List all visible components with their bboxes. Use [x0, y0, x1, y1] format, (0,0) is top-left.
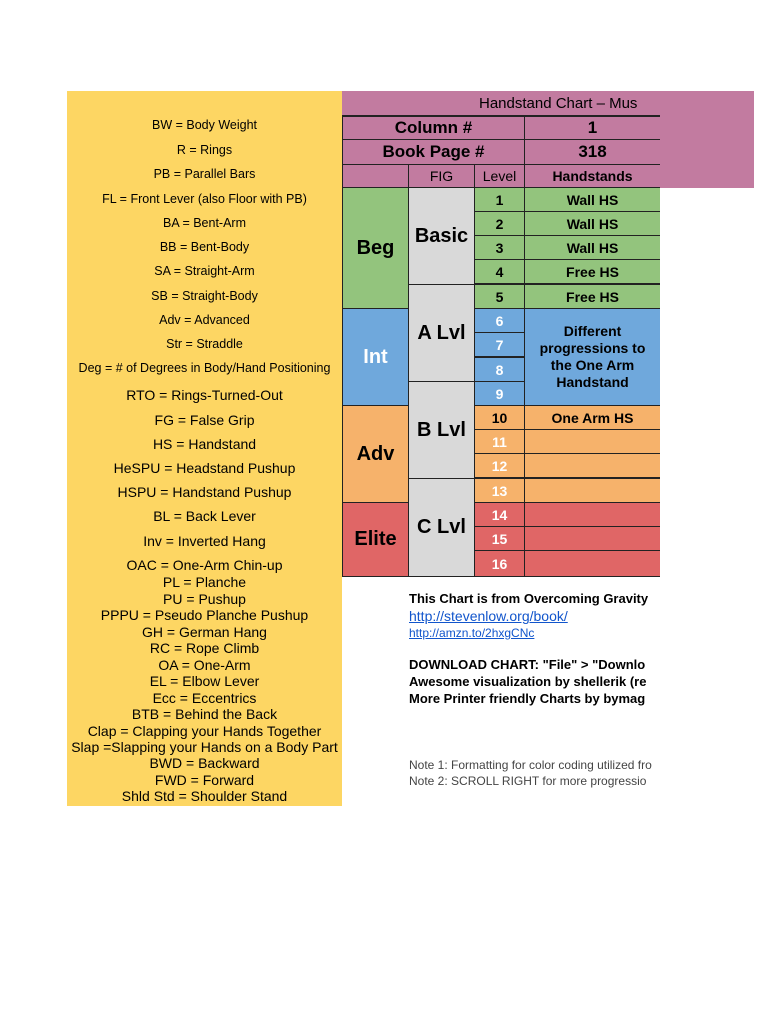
legend-item: PL = Planche [162, 574, 247, 590]
handstand-cell-empty [524, 453, 660, 478]
handstand-cell: One Arm HS [524, 405, 660, 430]
legend-item: Adv = Advanced [159, 313, 250, 327]
level-cell: 8 [474, 357, 525, 382]
legend-item: BL = Back Lever [153, 508, 256, 524]
handstand-chart-table [342, 91, 660, 577]
level-cell: 6 [474, 308, 525, 333]
note-1: Note 1: Formatting for color coding utilized fro [409, 758, 652, 772]
chart-title: Handstand Chart – Mus [342, 91, 660, 116]
chart-info [409, 590, 660, 800]
level-cell: 12 [474, 453, 525, 478]
book-link[interactable]: http://stevenlow.org/book/ [409, 608, 568, 624]
handstand-cell: Wall HS [524, 211, 660, 236]
legend-item: BB = Bent-Body [159, 240, 250, 254]
level-cell: 7 [474, 332, 525, 357]
level-cell: 5 [474, 284, 525, 309]
handstand-cell-empty [524, 550, 660, 577]
legend-item: Shld Std = Shoulder Stand [121, 788, 288, 804]
printer-friendly-credit: More Printer friendly Charts by bymag [409, 691, 646, 706]
legend-item: Slap =Slapping your Hands on a Body Part [71, 739, 338, 755]
book-page-label: Book Page # [342, 139, 525, 165]
legend-item: FWD = Forward [154, 772, 255, 788]
legend-item: BTB = Behind the Back [131, 706, 278, 722]
column-number-value: 1 [524, 116, 660, 140]
fig-c-lvl: C Lvl [408, 478, 475, 577]
level-cell: 14 [474, 502, 525, 527]
visualization-credit: Awesome visualization by shellerik (re [409, 674, 647, 689]
legend-item: FG = False Grip [154, 412, 255, 428]
legend-item: GH = German Hang [142, 624, 267, 640]
level-cell: 3 [474, 235, 525, 260]
legend-item: Inv = Inverted Hang [143, 533, 266, 549]
legend-item: HSPU = Handstand Pushup [117, 484, 292, 500]
level-cell: 4 [474, 259, 525, 284]
legend-item: RC = Rope Climb [149, 640, 260, 656]
handstand-cell-empty [524, 478, 660, 503]
level-cell: 9 [474, 381, 525, 406]
legend-item: Str = Straddle [166, 337, 243, 351]
level-cell: 11 [474, 429, 525, 454]
level-cell: 1 [474, 187, 525, 212]
legend-item: BW = Body Weight [151, 118, 258, 132]
legend-item: OA = One-Arm [158, 657, 251, 673]
book-page-value: 318 [524, 139, 660, 165]
handstand-cell-empty [524, 526, 660, 551]
legend-item: Deg = # of Degrees in Body/Hand Positioning [78, 361, 331, 375]
abbreviation-legend [67, 91, 342, 806]
category-adv: Adv [342, 405, 409, 503]
column-number-label: Column # [342, 116, 525, 140]
fig-basic: Basic [408, 187, 475, 285]
source-text: This Chart is from Overcoming Gravity [409, 591, 649, 606]
legend-item: HS = Handstand [152, 436, 257, 452]
legend-item: EL = Elbow Lever [149, 673, 260, 689]
legend-item: SA = Straight-Arm [154, 264, 255, 278]
fig-a-lvl: A Lvl [408, 284, 475, 382]
handstand-cell: Wall HS [524, 187, 660, 212]
legend-item: PPPU = Pseudo Planche Pushup [100, 607, 309, 623]
handstand-cell-progressions: Different progressions to the One Arm Handstand [524, 308, 660, 406]
legend-item: PB = Parallel Bars [153, 167, 256, 181]
fig-b-lvl: B Lvl [408, 381, 475, 479]
legend-item: Clap = Clapping your Hands Together [87, 723, 322, 739]
level-cell: 10 [474, 405, 525, 430]
category-elite: Elite [342, 502, 409, 577]
legend-item: SB = Straight-Body [151, 289, 258, 303]
header-level: Level [474, 164, 525, 188]
legend-item: BA = Bent-Arm [162, 216, 247, 230]
level-cell: 2 [474, 211, 525, 236]
note-2: Note 2: SCROLL RIGHT for more progressio [409, 774, 647, 788]
legend-item: PU = Pushup [163, 591, 246, 607]
legend-item: FL = Front Lever (also Floor with PB) [102, 192, 307, 206]
category-beg: Beg [342, 187, 409, 309]
legend-item: BWD = Backward [149, 755, 260, 771]
legend-item: HeSPU = Headstand Pushup [113, 460, 296, 476]
handstand-cell: Free HS [524, 259, 660, 284]
handstand-cell: Free HS [524, 284, 660, 309]
handstand-cell-empty [524, 429, 660, 454]
legend-item: OAC = One-Arm Chin-up [126, 557, 283, 573]
category-int: Int [342, 308, 409, 406]
level-cell: 13 [474, 478, 525, 503]
level-cell: 16 [474, 550, 525, 577]
handstand-cell: Wall HS [524, 235, 660, 260]
header-fig: FIG [408, 164, 475, 188]
handstand-cell-empty [524, 502, 660, 527]
header-handstands: Handstands [524, 164, 660, 188]
legend-item: R = Rings [176, 143, 233, 157]
amazon-link[interactable]: http://amzn.to/2hxgCNc [409, 626, 535, 640]
header-blank [342, 164, 409, 188]
legend-item: Ecc = Eccentrics [152, 690, 257, 706]
legend-item: RTO = Rings-Turned-Out [126, 387, 283, 403]
level-cell: 15 [474, 526, 525, 551]
download-text: DOWNLOAD CHART: "File" > "Downlo [409, 657, 646, 672]
